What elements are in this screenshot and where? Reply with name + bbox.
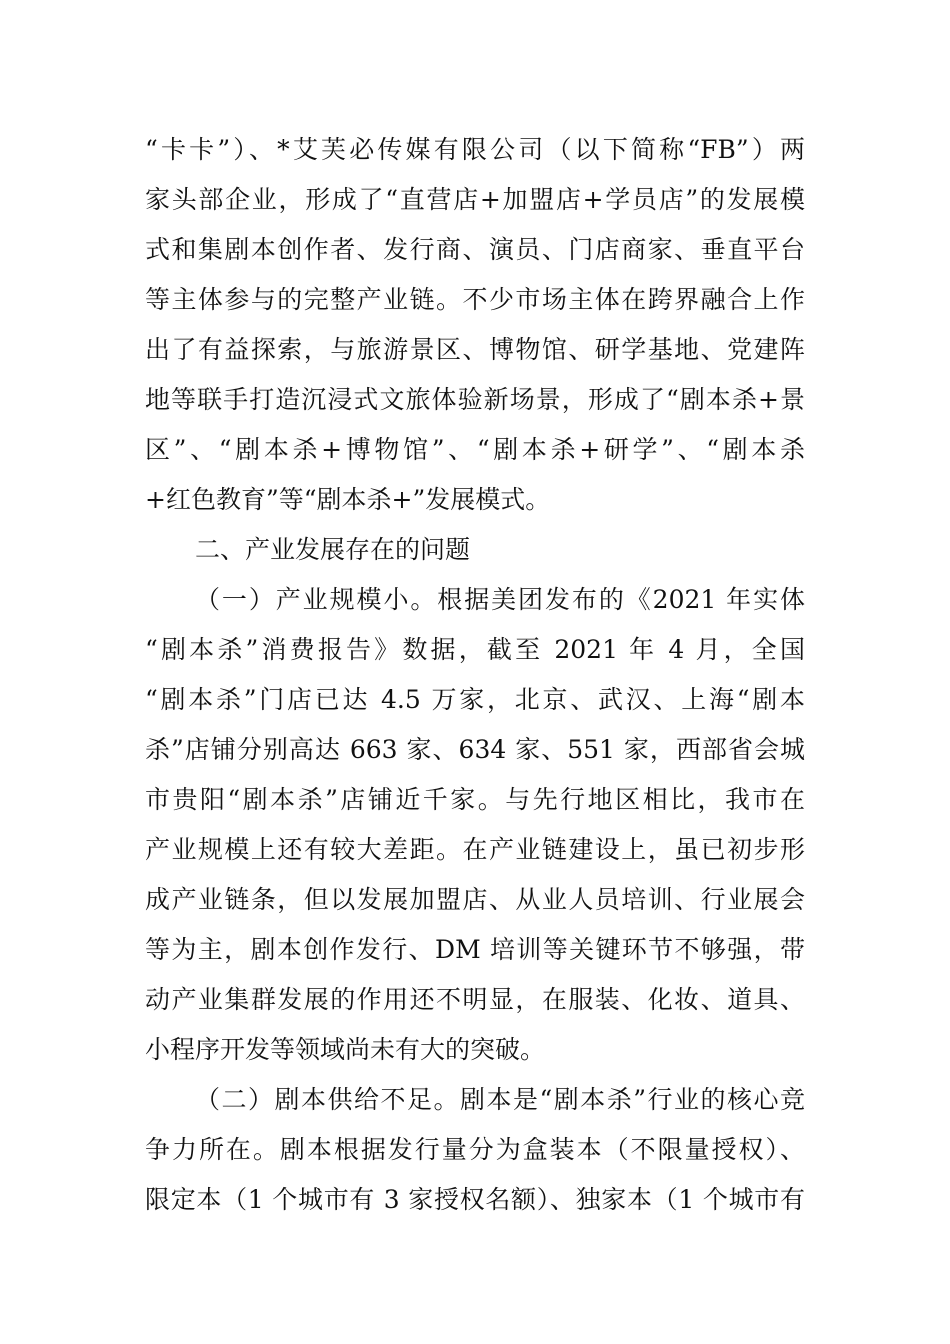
text-line: 出了有益探索，与旅游景区、博物馆、研学基地、党建阵 [145, 335, 805, 364]
text-line: “卡卡”）、*艾芙必传媒有限公司（以下简称“FB”）两 [145, 135, 805, 164]
text-line: “剧本杀”门店已达 4.5 万家，北京、武汉、上海“剧本 [145, 685, 805, 714]
text-line: 产业规模上还有较大差距。在产业链建设上，虽已初步形 [145, 835, 805, 864]
text-line: 家头部企业，形成了“直营店+加盟店+学员店”的发展模 [145, 185, 805, 214]
text-line: 地等联手打造沉浸式文旅体验新场景，形成了“剧本杀+景 [145, 385, 805, 414]
text-line: 动产业集群发展的作用还不明显，在服装、化妆、道具、 [145, 985, 805, 1014]
subsection-line: （一）产业规模小。根据美团发布的《2021 年实体 [195, 585, 805, 614]
text-line: +红色教育”等“剧本杀+”发展模式。 [145, 485, 551, 514]
text-line: 等为主，剧本创作发行、DM 培训等关键环节不够强，带 [145, 935, 805, 964]
body-text [145, 125, 805, 1225]
text-line: 限定本（1 个城市有 3 家授权名额）、独家本（1 个城市有 [145, 1185, 805, 1214]
text-line: 市贵阳“剧本杀”店铺近千家。与先行地区相比，我市在 [145, 785, 805, 814]
text-line: 杀”店铺分别高达 663 家、634 家、551 家，西部省会城 [145, 735, 805, 764]
text-line: 区”、“剧本杀+博物馆”、“剧本杀+研学”、“剧本杀 [145, 435, 805, 464]
text-line: 争力所在。剧本根据发行量分为盒装本（不限量授权）、 [145, 1135, 805, 1164]
section-heading: 二、产业发展存在的问题 [195, 535, 471, 564]
text-line: 成产业链条，但以发展加盟店、从业人员培训、行业展会 [145, 885, 805, 914]
text-line: “剧本杀”消费报告》数据，截至 2021 年 4 月，全国 [145, 635, 805, 664]
text-line: 等主体参与的完整产业链。不少市场主体在跨界融合上作 [145, 285, 805, 314]
text-line: 式和集剧本创作者、发行商、演员、门店商家、垂直平台 [145, 235, 805, 264]
text-line: 小程序开发等领域尚未有大的突破。 [145, 1035, 546, 1064]
subsection-line: （二）剧本供给不足。剧本是“剧本杀”行业的核心竞 [195, 1085, 805, 1114]
